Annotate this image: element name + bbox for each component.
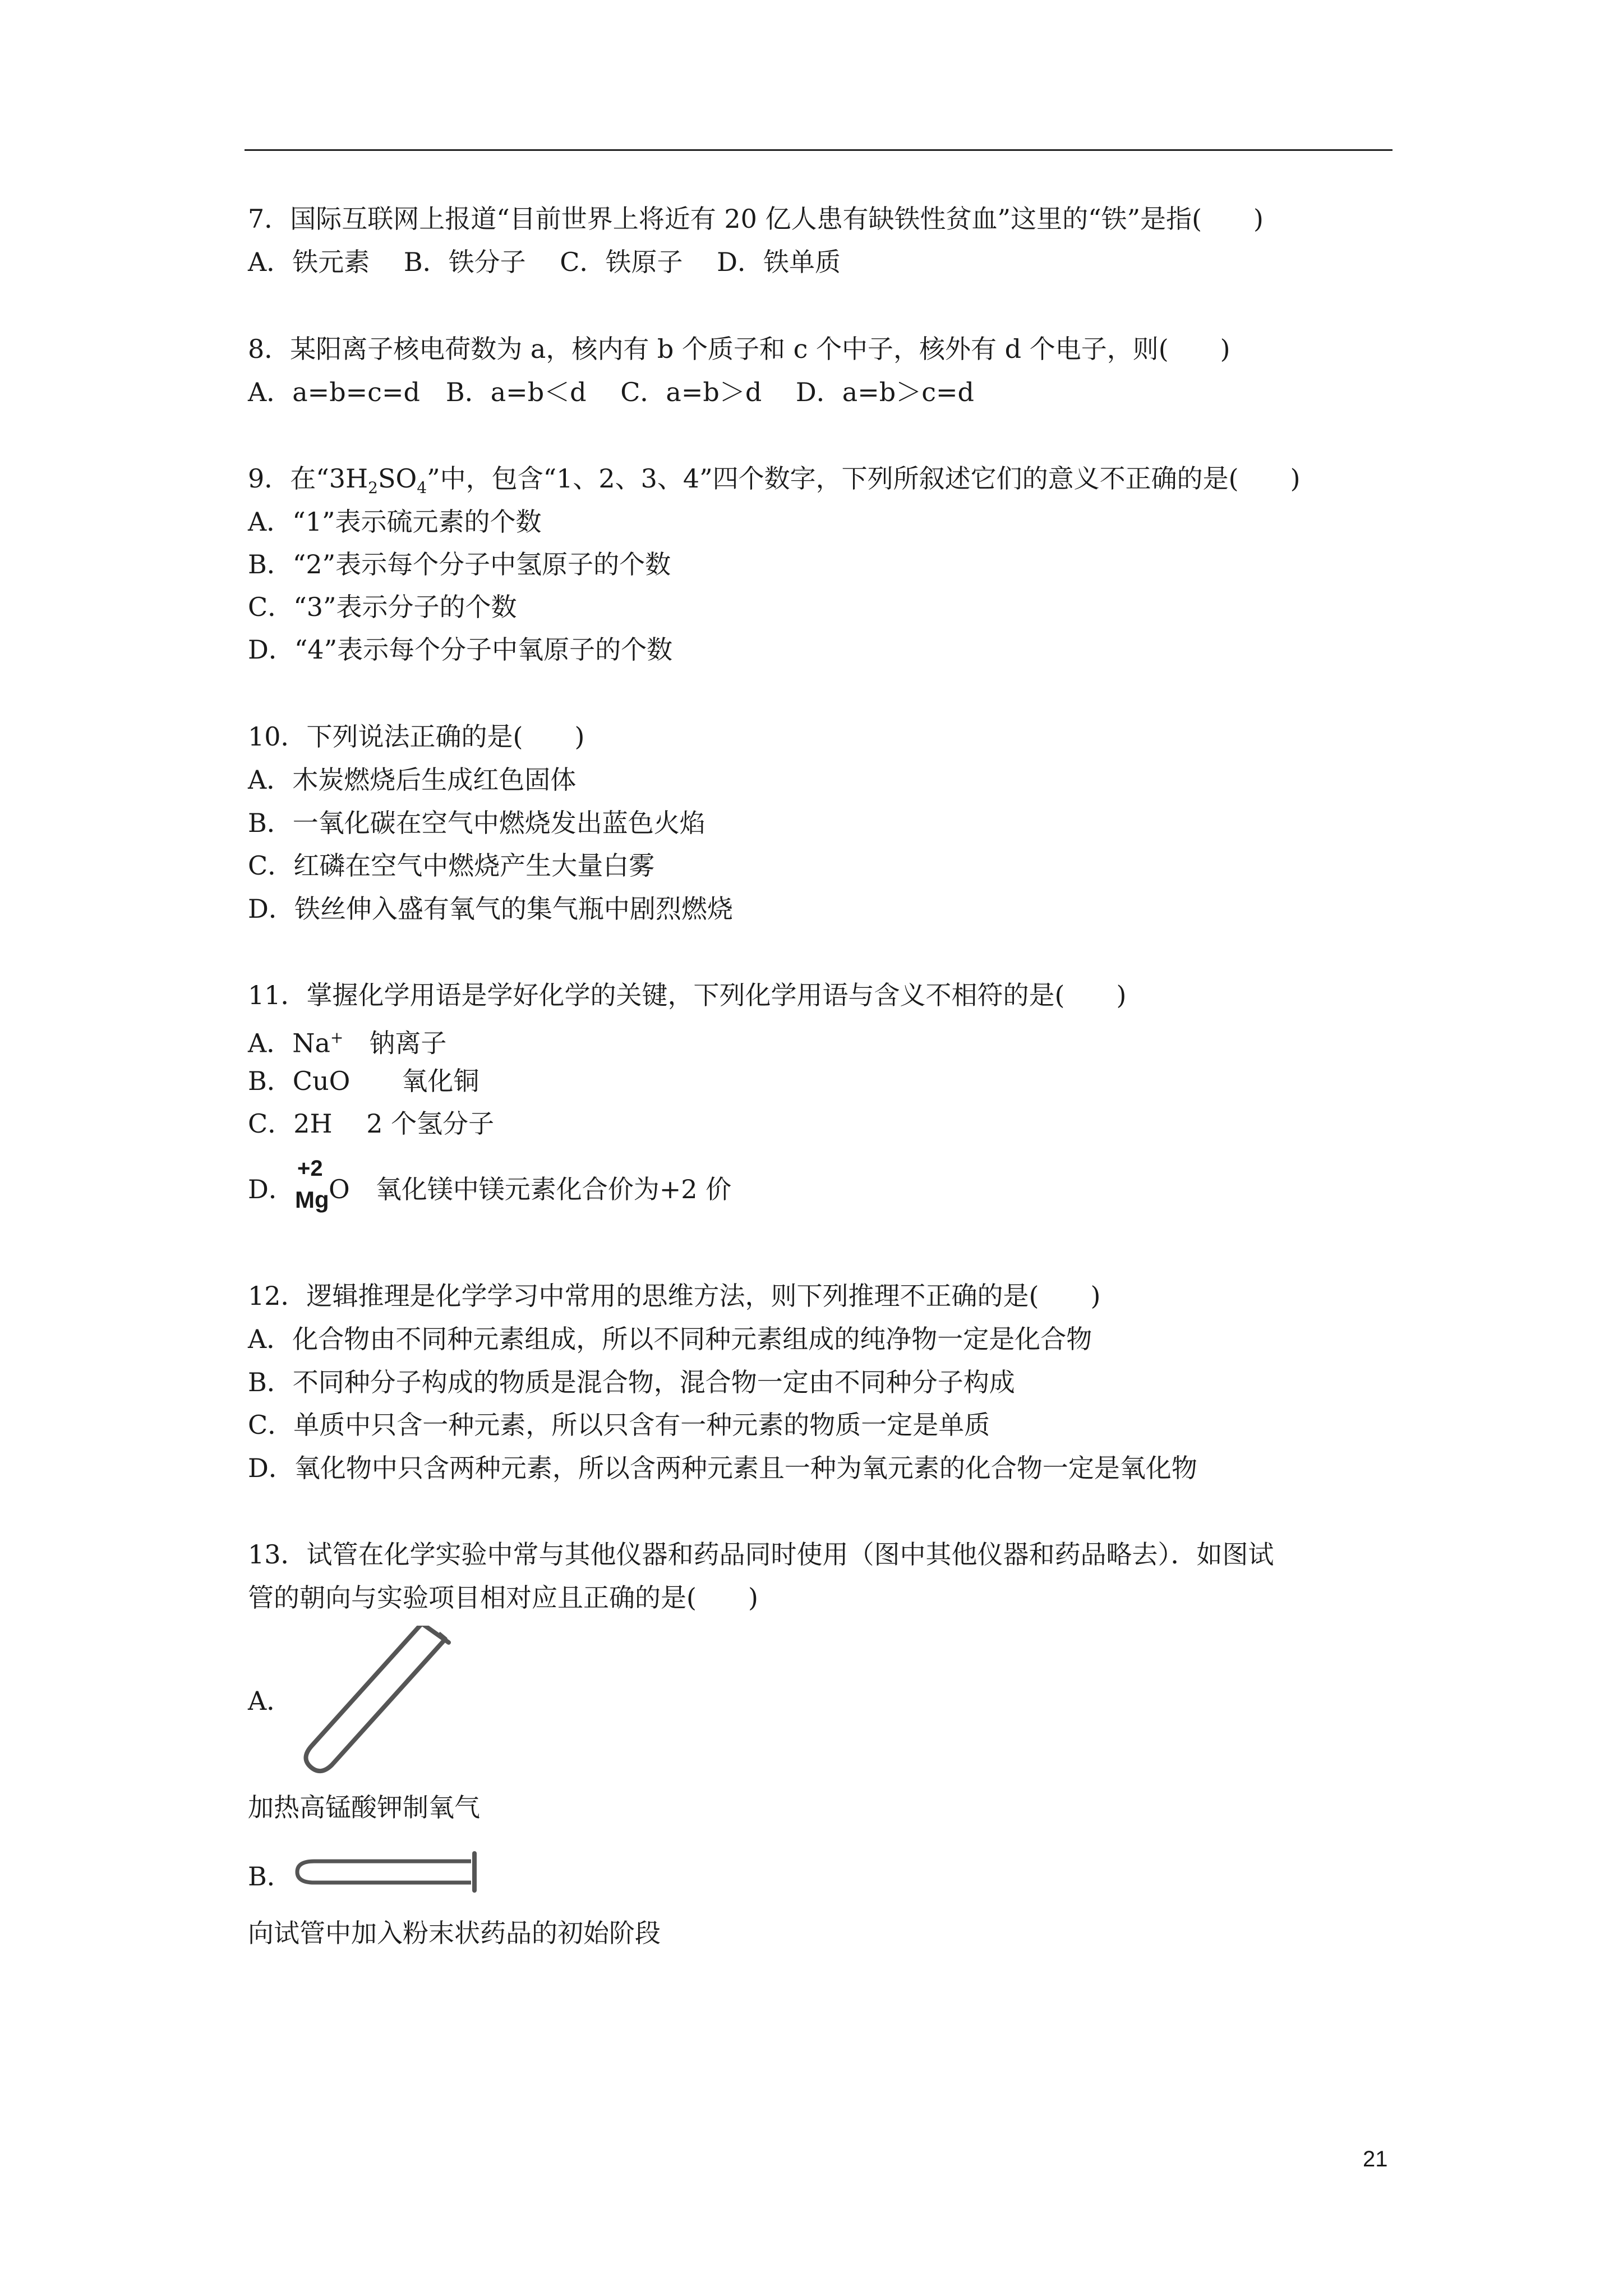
- q13-stem-line1: 13．试管在化学实验中常与其他仪器和药品同时使用（图中其他仪器和药品略去）．如图试: [248, 1539, 1274, 1570]
- page-number: 21: [1363, 2147, 1388, 2171]
- q11-a-after: 钠离子: [343, 1028, 447, 1059]
- mg-valence: +2: [297, 1156, 323, 1181]
- q9-stem-after: ”中，包含“1、2、3、4”四个数字，下列所叙述它们的意义不正确的是( ): [427, 463, 1301, 494]
- q9-stem: [248, 462, 1301, 505]
- q11-option-c: C．2H 2 个氢分子: [248, 1108, 495, 1139]
- q8-stem: 8．某阳离子核电荷数为 a，核内有 b 个质子和 c 个中子，核外有 d 个电子，则( ): [248, 334, 1230, 364]
- q13-option-b-label: B．: [248, 1861, 293, 1892]
- q9-option-b: B．“2”表示每个分子中氢原子的个数: [248, 549, 671, 579]
- q13-option-a-caption: 加热高锰酸钾制氧气: [248, 1792, 480, 1823]
- q11-a-charge: +: [330, 1028, 344, 1047]
- q7-stem: 7．国际互联网上报道“目前世界上将近有 20 亿人患有缺铁性贫血”这里的“铁”是指( ): [248, 204, 1264, 234]
- test-tube-tilted-image: [286, 1626, 454, 1777]
- q11-stem: 11．掌握化学用语是学好化学的关键，下列化学用语与含义不相符的是( ): [248, 980, 1127, 1010]
- q12-option-b: B．不同种分子构成的物质是混合物，混合物一定由不同种分子构成: [248, 1367, 1015, 1397]
- q8-options: A．a=b=c=d B．a=b＜d C．a=b＞d D．a=b＞c=d: [248, 377, 974, 407]
- q12-stem: 12．逻辑推理是化学学习中常用的思维方法，则下列推理不正确的是( ): [248, 1281, 1101, 1311]
- q12-option-d: D．氧化物中只含两种元素，所以含两种元素且一种为氧元素的化合物一定是氧化物: [248, 1453, 1197, 1483]
- q13-stem-line2: 管的朝向与实验项目相对应且正确的是( ): [248, 1582, 758, 1613]
- q10-option-b: B．一氧化碳在空气中燃烧发出蓝色火焰: [248, 808, 706, 838]
- q11-option-b: B．CuO 氧化铜: [248, 1066, 479, 1096]
- mg-valence-symbol: [294, 1156, 328, 1223]
- mg-element: Mg: [295, 1186, 329, 1213]
- q11-a-before: A．Na: [248, 1028, 330, 1059]
- q7-options: A．铁元素 B．铁分子 C．铁原子 D．铁单质: [248, 247, 841, 277]
- q9-stem-before: 9．在“3H: [248, 463, 368, 494]
- q12-option-a: A．化合物由不同种元素组成，所以不同种元素组成的纯净物一定是化合物: [248, 1324, 1092, 1354]
- q9-sub-4: 4: [417, 478, 427, 498]
- q13-option-a-label: A．: [248, 1686, 293, 1716]
- q9-sub-2: 2: [368, 478, 378, 498]
- q10-option-c: C．红磷在空气中燃烧产生大量白雾: [248, 850, 655, 881]
- q9-option-a: A．“1”表示硫元素的个数: [248, 507, 542, 537]
- header-rule: [245, 149, 1393, 151]
- test-tube-horizontal-image: [292, 1851, 482, 1893]
- q9-option-c: C．“3”表示分子的个数: [248, 592, 517, 622]
- q10-option-d: D．铁丝伸入盛有氧气的集气瓶中剧烈燃烧: [248, 894, 733, 924]
- q11-option-d-text: O 氧化镁中镁元素化合价为+2 价: [329, 1174, 732, 1204]
- q9-stem-mid: SO: [378, 463, 417, 494]
- q10-stem: 10．下列说法正确的是( ): [248, 721, 585, 752]
- q10-option-a: A．木炭燃烧后生成红色固体: [248, 765, 577, 795]
- q11-option-d-label: D．: [248, 1174, 294, 1204]
- q13-option-b-caption: 向试管中加入粉末状药品的初始阶段: [248, 1918, 661, 1948]
- q11-option-a: [248, 1021, 446, 1060]
- q12-option-c: C．单质中只含一种元素，所以只含有一种元素的物质一定是单质: [248, 1410, 990, 1440]
- q9-option-d: D．“4”表示每个分子中氧原子的个数: [248, 634, 673, 665]
